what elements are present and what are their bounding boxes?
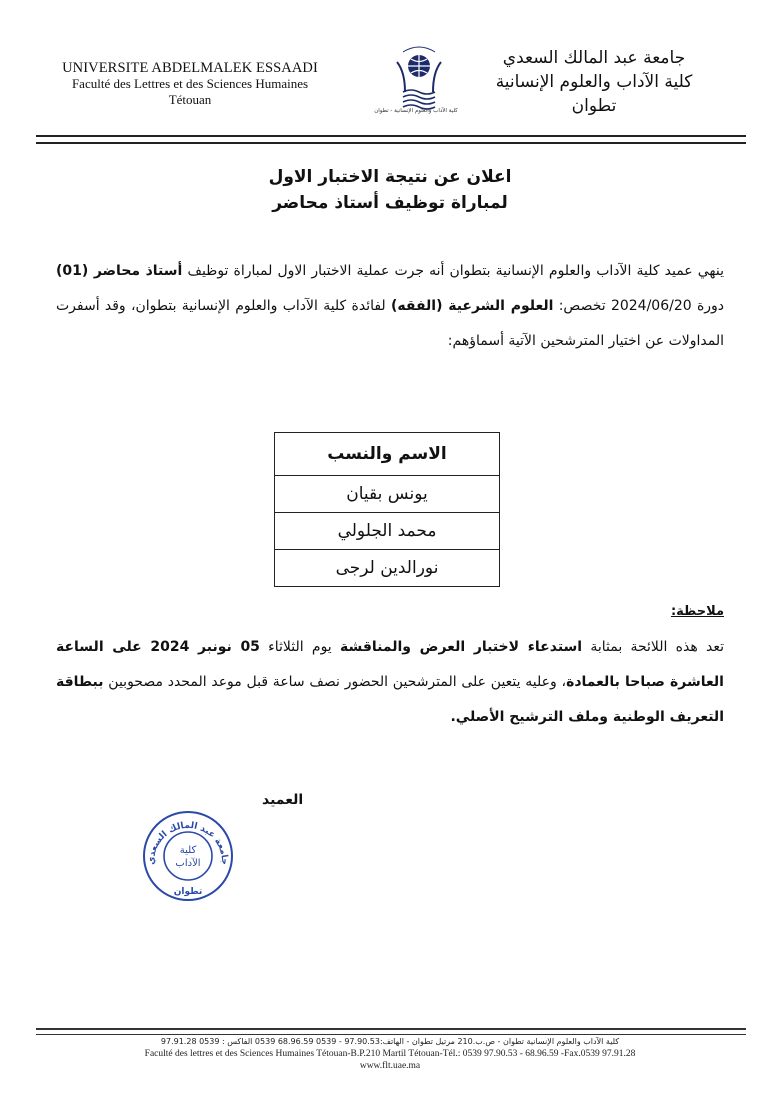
table-header-row [275,433,500,476]
note-text-2: يوم الثلاثاء [259,639,340,655]
stamp-inner-line-2: الآداب [175,858,201,869]
body-text-1: ينهي عميد كلية الآداب والعلوم الإنسانية بتطوان أنه جرت عملية الاختبار الاول لمباراة توظيف [182,263,725,279]
note-body [56,630,724,735]
footer-website-link[interactable]: www.flt.uae.ma [359,1061,421,1071]
faculty-name-fr: Faculté des Lettres et des Sciences Humaines [71,76,309,91]
candidate-name: يونس بقيان [275,476,500,513]
candidate-name: محمد الجلولي [275,513,500,550]
title-line-2: لمباراة توظيف أستاذ محاضر [272,193,508,213]
stamp-outer-text: جامعة عبد المالك السعدي [146,820,230,866]
title-line-1: اعلان عن نتيجة الاختبار الاول [268,167,512,187]
faculty-name-ar: كلية الآداب والعلوم الإنسانية [495,72,693,92]
table-row [275,513,500,550]
position-title: أستاذ محاضر (01) [56,263,183,279]
stamp-inner-line-1: كلية [179,845,197,856]
city-fr: Tétouan [168,92,212,107]
candidates-table [274,432,500,587]
body-text-2: دورة 2024/06/20 تخصص: [553,298,725,314]
note-bold-1: استدعاء لاختبار العرض والمناقشة [339,639,583,655]
footer-arabic-address: كلية الآداب والعلوم الإنسانية تطوان - ص.ب.210 مرتيل تطوان - الهاتف:97.90.53 - 0539 68.96.59 0539 الفاكس : 0539 97.91.28 [160,1037,620,1046]
footer-french-address: Faculté des lettres et des Sciences Humaines Tétouan-B.P.210 Martil Tétouan-Tél.: 0539 97.90.53 - 68.96.59 -Fax.0539 97.91.28 [144,1049,636,1059]
footer [60,1036,720,1072]
footer-divider [36,1028,746,1035]
specialty: العلوم الشرعية (الفقه) [391,298,554,314]
logo-caption: كلية الآداب والعلوم الإنسانية - تطوان [374,108,458,114]
official-stamp-icon [140,808,236,904]
note-label: ملاحظة: [670,604,724,619]
table-row [275,550,500,587]
note-bold-3: ببطاقة التعريف الوطنية وملف الترشيح الأصلي. [56,674,724,725]
header-french [40,60,340,108]
note-text-3: ، وعليه يتعين على المترشحين الحضور نصف ساعة قبل موعد المحدد مصحوبين [103,674,567,690]
university-name-fr: UNIVERSITE ABDELMALEK ESSAADI [62,60,318,76]
candidate-name: نورالدين لرجى [275,550,500,587]
header-arabic [464,46,724,118]
stamp-bottom-text: تطوان [173,887,203,897]
body-text-3: لفائدة كلية الآداب والعلوم الإنسانية بتطوان، وقد أسفرت المداولات عن اختيار المترشحين الآتية أسماؤهم: [56,298,724,349]
announcement-body [56,254,724,359]
announcement-title [0,164,780,216]
city-ar: تطوان [571,96,617,116]
signatory-title: العميد [262,792,304,808]
note-text-1: تعد هذه اللائحة بمثابة [582,639,724,655]
table-row [275,476,500,513]
header-divider [36,135,746,144]
column-header-name: الاسم والنسب [275,433,500,476]
university-name-ar: جامعة عبد المالك السعدي [502,48,686,68]
note-bold-2: 05 نونبر 2024 على الساعة العاشرة صباحا بالعمادة [56,639,724,690]
